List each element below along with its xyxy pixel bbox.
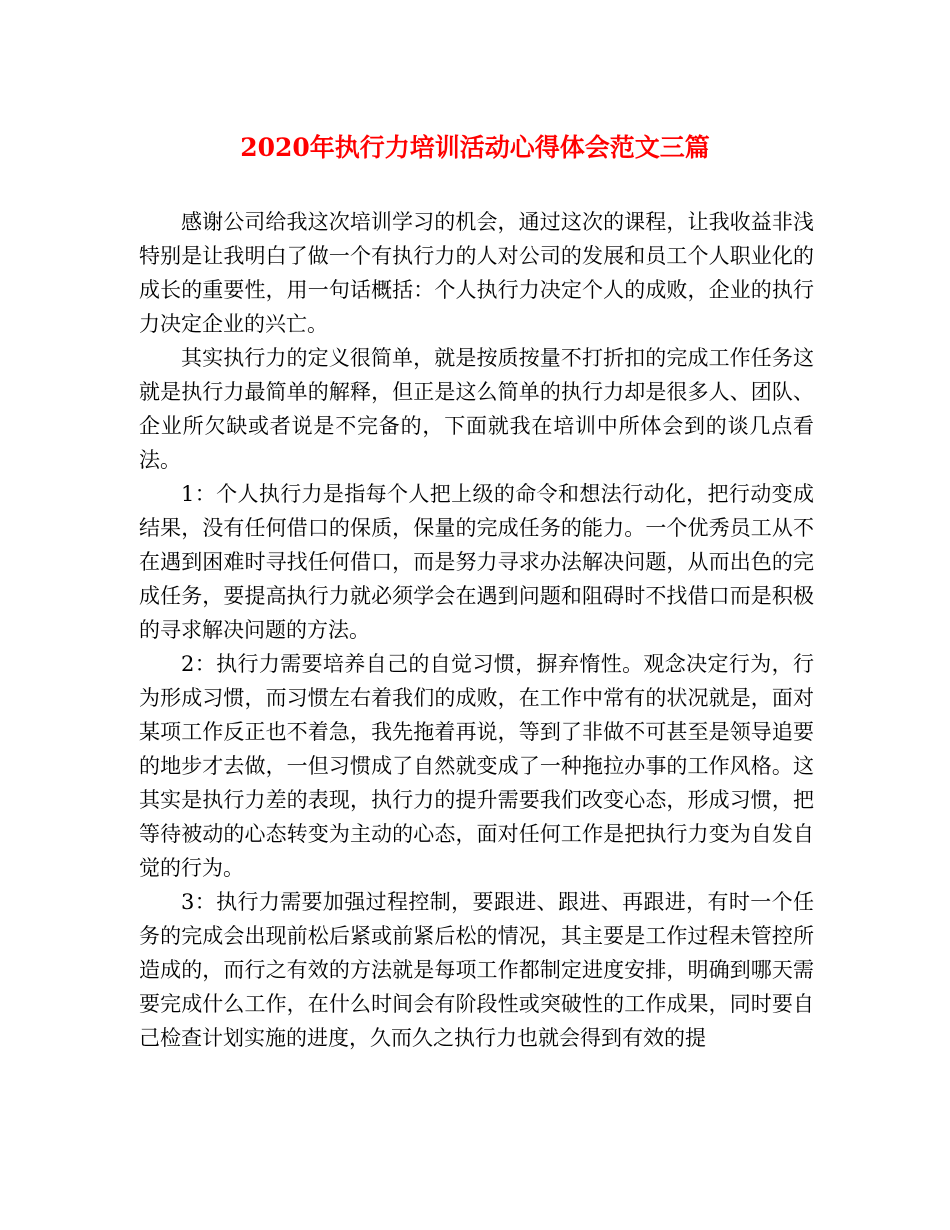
document-title: 2020年执行力培训活动心得体会范文三篇 [240,133,710,162]
paragraph-point-2: 2：执行力需要培养自己的自觉习惯，摒弃惰性。观念决定行为，行为形成习惯，而习惯左右着我们的成败，在工作中常有的状况就是，面对某项工作反正也不着急，我先拖着再说，等到了非做不可甚至是领导追要的地步才去做，一但习惯成了自然就变成了一种拖拉办事的工作风格。这其实是执行力差的表现，执行力的提升需要我们改变心态，形成习惯，把等待被动的心态转变为主动的心态，面对任何工作是把执行力变为自发自觉的行为。 [139,652,814,880]
document-body [139,205,814,1055]
paragraph-definition: 其实执行力的定义很简单，就是按质按量不打折扣的完成工作任务这就是执行力最简单的解释，但正是这么简单的执行力却是很多人、团队、企业所欠缺或者说是不完备的，下面就我在培训中所体会到的谈几点看法。 [139,346,814,472]
paragraph-point-1: 1：个人执行力是指每个人把上级的命令和想法行动化，把行动变成结果，没有任何借口的保质，保量的完成任务的能力。一个优秀员工从不在遇到困难时寻找任何借口，而是努力寻求办法解决问题，从而出色的完成任务，要提高执行力就必须学会在遇到问题和阻碍时不找借口而是积极的寻求解决问题的方法。 [139,482,814,642]
paragraph-intro: 感谢公司给我这次培训学习的机会，通过这次的课程，让我收益非浅特别是让我明白了做一个有执行力的人对公司的发展和员工个人职业化的成长的重要性，用一句话概括：个人执行力决定个人的成败，企业的执行力决定企业的兴亡。 [139,210,814,336]
paragraph-point-3: 3：执行力需要加强过程控制，要跟进、跟进、再跟进，有时一个任务的完成会出现前松后紧或前紧后松的情况，其主要是工作过程未管控所造成的，而行之有效的方法就是每项工作都制定进度安排，明确到哪天需要完成什么工作，在什么时间会有阶段性或突破性的工作成果，同时要自己检查计划实施的进度，久而久之执行力也就会得到有效的提 [139,890,814,1050]
